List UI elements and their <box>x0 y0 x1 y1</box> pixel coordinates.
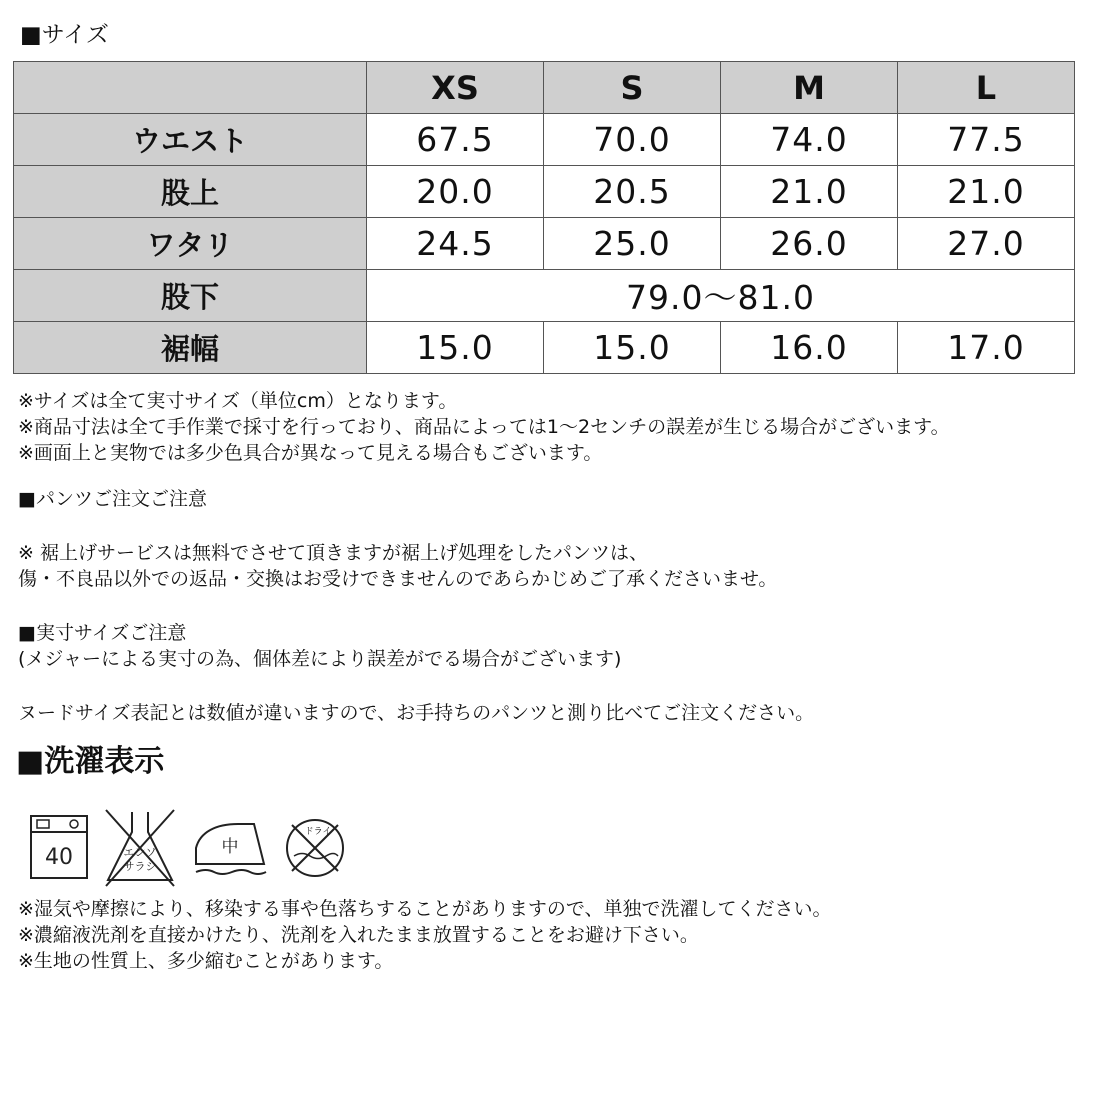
actual-size-notice <box>18 620 621 672</box>
size-note: ※商品寸法は全て手作業で採寸を行っており、商品によっては1〜2センチの誤差が生じる場合がございます。 <box>18 416 950 438</box>
table-cell: 24.5 <box>367 218 544 270</box>
table-cell: 21.0 <box>898 166 1075 218</box>
table-cell: 27.0 <box>898 218 1075 270</box>
table-cell: 16.0 <box>721 322 898 374</box>
size-heading: ■サイズ <box>20 22 109 48</box>
pants-notice <box>18 540 777 592</box>
actual-size-body: ヌードサイズ表記とは数値が違いますので、お手持ちのパンツと測り比べてご注文ください。 <box>18 702 815 724</box>
table-cell: 77.5 <box>898 114 1075 166</box>
laundry-note: ※湿気や摩擦により、移染する事や色落ちすることがありますので、単独で洗濯してください。 <box>18 898 832 920</box>
table-row-hem-width <box>14 322 1075 374</box>
actual-size-heading: ■実寸サイズご注意 <box>18 622 187 644</box>
laundry-notes <box>18 896 832 974</box>
bleach-label-bottom: サラシ <box>123 860 157 873</box>
laundry-note: ※生地の性質上、多少縮むことがあります。 <box>18 950 394 972</box>
size-note: ※画面上と実物では多少色具合が異なって見える場合もございます。 <box>18 442 603 464</box>
bleach-label-top: エンソ <box>123 846 157 859</box>
size-column-m: M <box>721 62 898 114</box>
size-note: ※サイズは全て実寸サイズ（単位cm）となります。 <box>18 390 458 412</box>
row-label: 股上 <box>14 166 367 218</box>
row-label: 股下 <box>14 270 367 322</box>
size-column-xs: XS <box>367 62 544 114</box>
row-label: ワタリ <box>14 218 367 270</box>
size-table <box>13 61 1075 374</box>
table-row-inseam <box>14 270 1075 322</box>
wash-temperature-label: 40 <box>45 845 73 870</box>
size-table-header-row <box>14 62 1075 114</box>
table-row-rise <box>14 166 1075 218</box>
table-cell: 25.0 <box>544 218 721 270</box>
iron-temperature-label: 中 <box>221 837 239 857</box>
table-cell-merged: 79.0〜81.0 <box>367 270 1075 322</box>
table-cell: 26.0 <box>721 218 898 270</box>
row-label: ウエスト <box>14 114 367 166</box>
size-column-s: S <box>544 62 721 114</box>
pants-notice-heading: ■パンツご注文ご注意 <box>18 488 207 510</box>
actual-size-subline: (メジャーによる実寸の為、個体差により誤差がでる場合がございます) <box>18 648 622 670</box>
wash-40-icon <box>28 806 90 890</box>
header-corner-cell <box>14 62 367 114</box>
no-dry-clean-icon <box>282 806 348 890</box>
laundry-note: ※濃縮液洗剤を直接かけたり、洗剤を入れたまま放置することをお避け下さい。 <box>18 924 699 946</box>
pants-notice-line: 傷・不良品以外での返品・交換はお受けできませんのであらかじめご了承くださいませ。 <box>18 568 778 590</box>
table-row-waist <box>14 114 1075 166</box>
size-column-l: L <box>898 62 1075 114</box>
table-cell: 67.5 <box>367 114 544 166</box>
size-notes <box>18 388 950 466</box>
table-cell: 15.0 <box>367 322 544 374</box>
laundry-heading: ■洗濯表示 <box>16 744 165 779</box>
dry-clean-label: ドライ <box>304 827 332 837</box>
table-cell: 70.0 <box>544 114 721 166</box>
iron-medium-icon <box>190 806 270 890</box>
pants-notice-line: ※ 裾上げサービスは無料でさせて頂きますが裾上げ処理をしたパンツは、 <box>18 542 648 564</box>
row-label: 裾幅 <box>14 322 367 374</box>
table-cell: 20.5 <box>544 166 721 218</box>
table-row-thigh <box>14 218 1075 270</box>
table-cell: 74.0 <box>721 114 898 166</box>
table-cell: 17.0 <box>898 322 1075 374</box>
table-cell: 20.0 <box>367 166 544 218</box>
laundry-icons <box>28 806 348 896</box>
no-bleach-icon <box>102 806 178 890</box>
table-cell: 21.0 <box>721 166 898 218</box>
table-cell: 15.0 <box>544 322 721 374</box>
